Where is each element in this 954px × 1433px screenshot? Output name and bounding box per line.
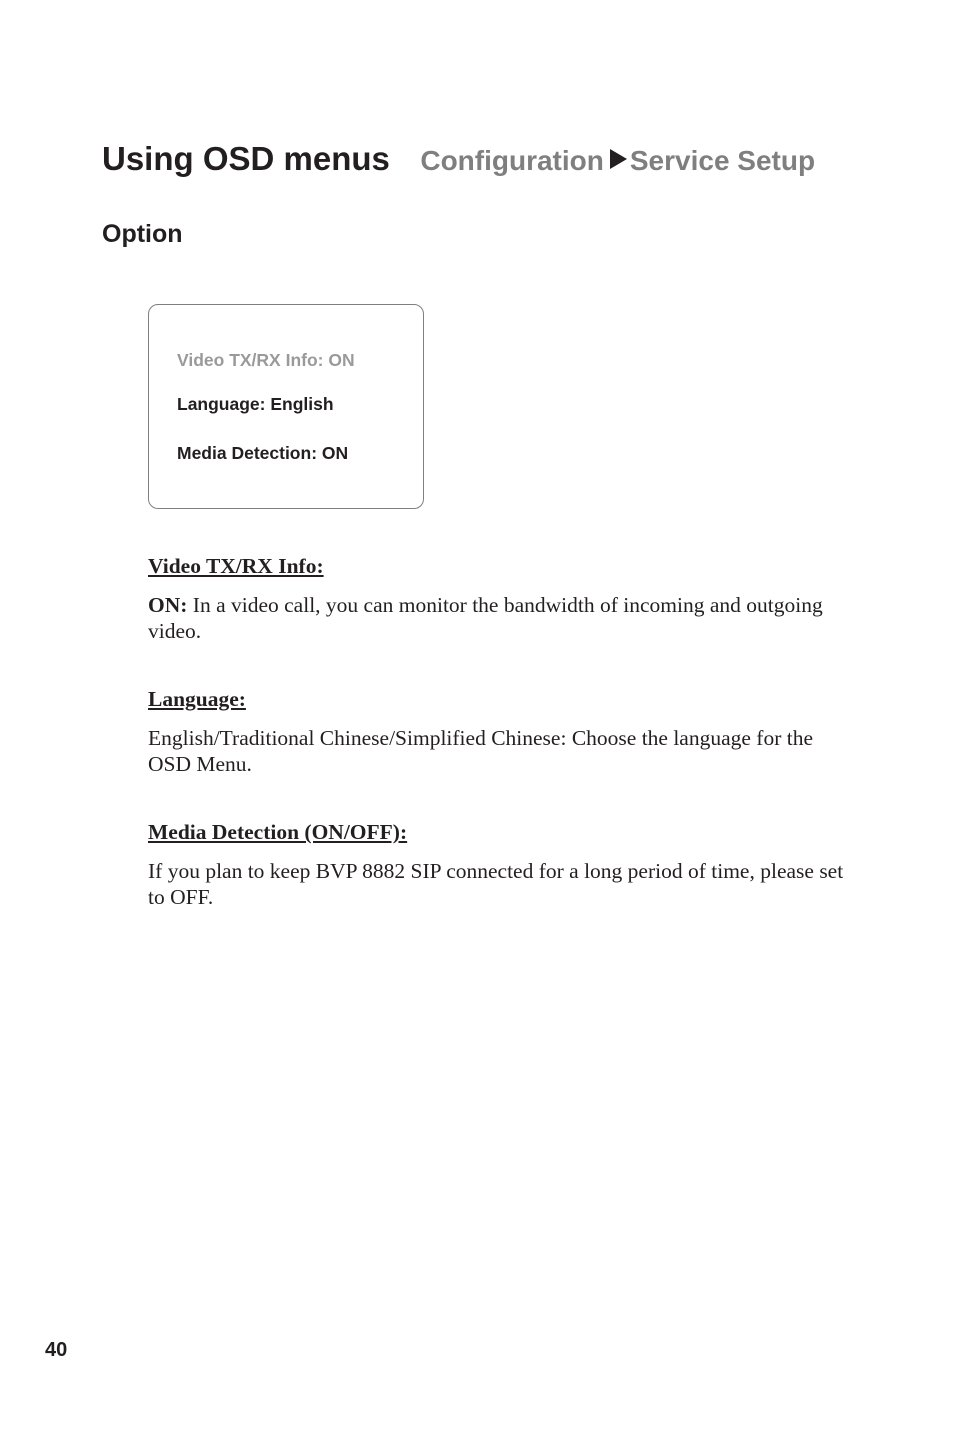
osd-item-video-tx-rx-info: Video TX/RX Info: ON (177, 350, 355, 370)
entry-media-detection (148, 819, 848, 910)
breadcrumb-configuration: Configuration (420, 145, 604, 176)
entry-body (148, 725, 848, 777)
osd-item-language: Language: English (177, 394, 334, 414)
entry-body (148, 592, 848, 644)
breadcrumb-arrow-icon (610, 149, 627, 169)
osd-menu-screen (148, 304, 424, 509)
page-title: Using OSD menus (102, 140, 390, 177)
entry-heading: Language: (148, 687, 246, 711)
entry-text: If you plan to keep BVP 8882 SIP connected for a long period of time, please set to OFF. (148, 859, 844, 909)
entry-language (148, 686, 848, 777)
entry-text: In a video call, you can monitor the bandwidth of incoming and outgoing video. (148, 593, 823, 643)
breadcrumb-service-setup: Service Setup (629, 145, 816, 176)
entry-body (148, 858, 848, 910)
entry-video-tx-rx-info (148, 553, 848, 644)
osd-item-media-detection: Media Detection: ON (177, 443, 349, 463)
entry-lead: ON: (148, 593, 188, 617)
page-header (102, 140, 815, 178)
section-title: Option (102, 220, 183, 248)
page-number: 40 (45, 1339, 68, 1361)
entry-heading: Media Detection (ON/OFF): (148, 820, 408, 844)
entry-text: English/Traditional Chinese/Simplified Chinese: Choose the language for the OSD Menu. (148, 726, 814, 776)
entry-heading: Video TX/RX Info: (148, 554, 324, 578)
